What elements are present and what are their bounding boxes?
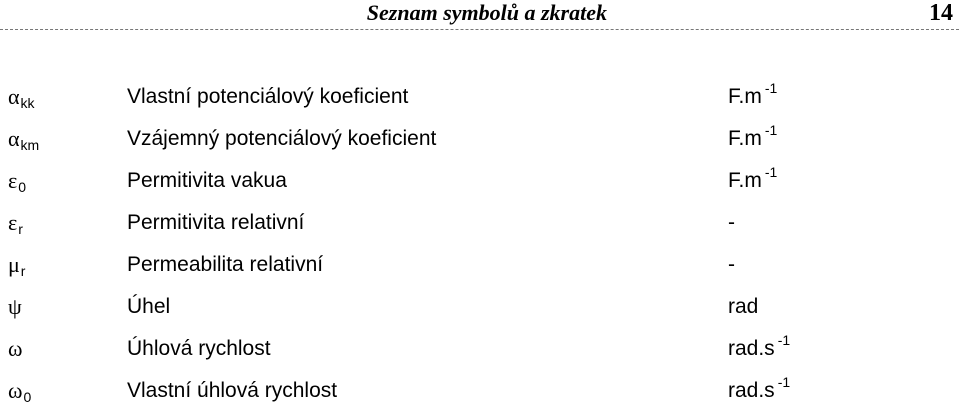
- symbol-unit: F.m $^{-1}$: [728, 80, 778, 108]
- symbol: ψ: [8, 294, 22, 319]
- symbol-unit: -: [728, 253, 735, 276]
- symbol: αkm: [8, 126, 40, 153]
- unit-exponent: -1: [764, 164, 778, 180]
- symbol-subscript: kk: [20, 95, 35, 111]
- symbol-description: Úhlová rychlost: [127, 337, 271, 360]
- symbol-subscript: r: [20, 263, 26, 279]
- symbol-subscript: km: [20, 137, 40, 153]
- symbol-row: [0, 286, 959, 328]
- symbol-row: [0, 202, 959, 244]
- symbol-unit: rad.s $^{-1}$: [728, 374, 791, 402]
- symbol-description: Vlastní potenciálový koeficient: [127, 85, 409, 108]
- symbol-description: Permeabilita relativní: [127, 253, 324, 276]
- symbol-unit: rad: [728, 295, 759, 318]
- symbol: μr: [8, 252, 26, 279]
- symbol-subscript: 0: [23, 389, 32, 405]
- symbol: αkk: [8, 84, 35, 111]
- symbol-description: Permitivita vakua: [127, 169, 287, 192]
- symbol: ω: [8, 336, 23, 361]
- unit-exponent: -1: [777, 332, 791, 348]
- symbol-row: [0, 244, 959, 286]
- page-number: 14: [929, 0, 953, 26]
- symbol-description: Permitivita relativní: [127, 211, 305, 234]
- header-divider: [0, 29, 959, 30]
- symbol-row: [0, 328, 959, 370]
- symbol-unit: -: [728, 211, 735, 234]
- symbol-description: Úhel: [127, 295, 171, 318]
- symbol-unit: F.m $^{-1}$: [728, 122, 778, 150]
- section-title: Seznam symbolů a zkratek: [366, 0, 607, 25]
- symbol-row: [0, 160, 959, 202]
- symbol-subscript: 0: [18, 179, 27, 195]
- symbol-unit: F.m $^{-1}$: [728, 164, 778, 192]
- symbol-unit: rad.s $^{-1}$: [728, 332, 791, 360]
- symbol-row: [0, 370, 959, 412]
- symbol: ω0: [8, 378, 32, 405]
- symbol-list: [0, 76, 959, 412]
- unit-exponent: -1: [777, 374, 791, 390]
- symbol-subscript: r: [18, 221, 23, 237]
- symbol: εr: [8, 210, 23, 237]
- symbol-description: Vzájemný potenciálový koeficient: [127, 127, 437, 150]
- symbol-row: [0, 76, 959, 118]
- symbol-row: [0, 118, 959, 160]
- symbol: ε0: [8, 168, 27, 195]
- unit-exponent: -1: [764, 80, 778, 96]
- page-header: [0, 0, 959, 30]
- symbol-description: Vlastní úhlová rychlost: [127, 379, 338, 402]
- unit-exponent: -1: [764, 122, 778, 138]
